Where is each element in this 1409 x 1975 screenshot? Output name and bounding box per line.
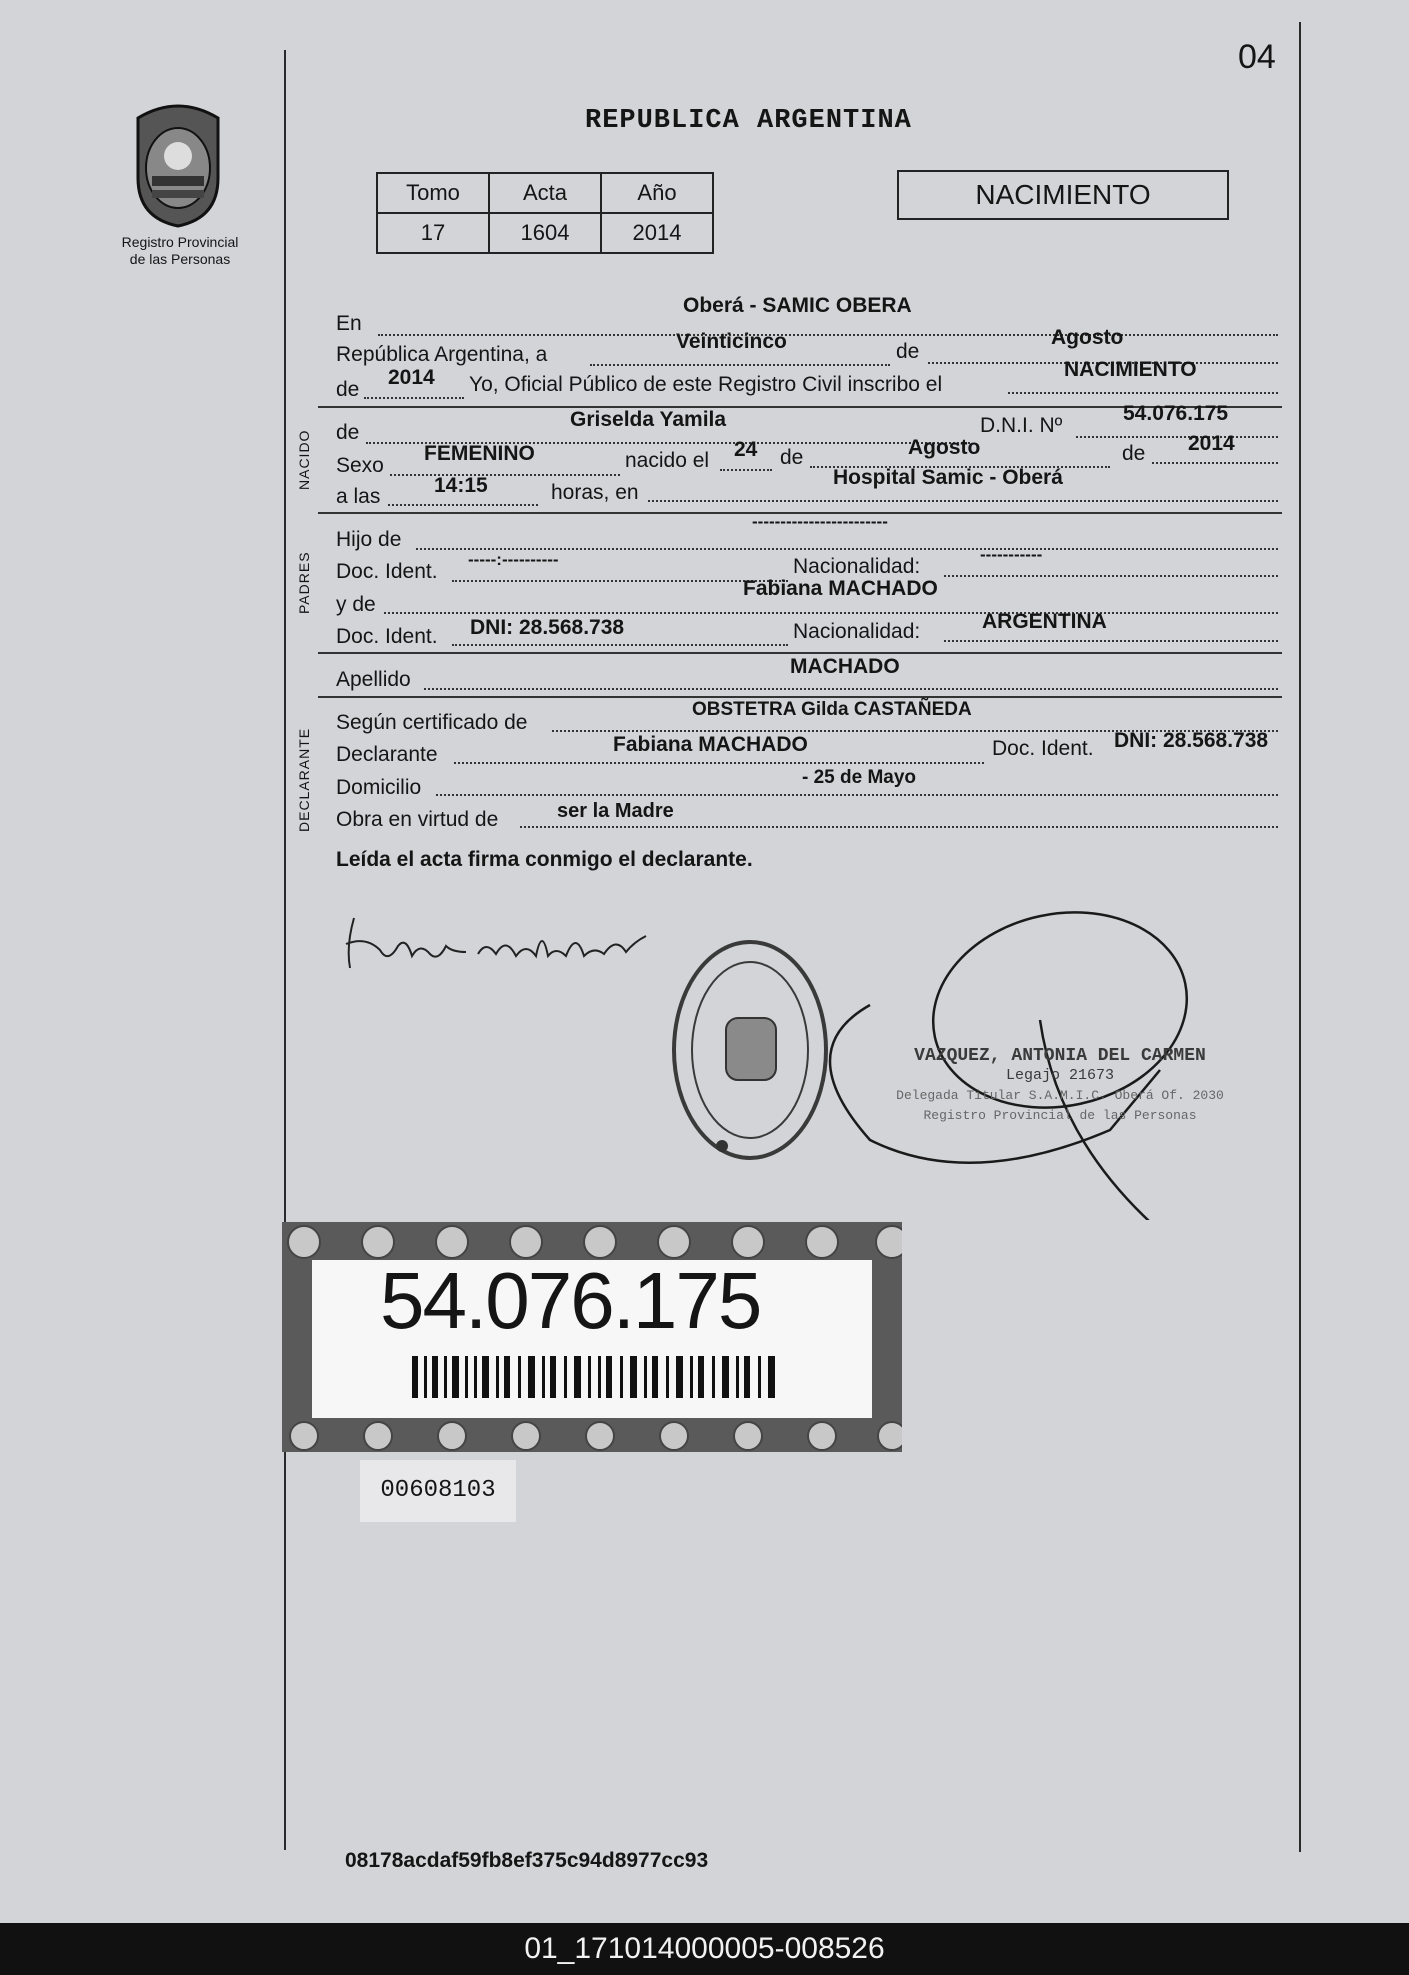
nacido-section-label: NACIDO [296, 429, 312, 490]
en-value: Oberá - SAMIC OBERA [683, 294, 912, 317]
de-label: de [780, 446, 804, 469]
registry-caption [100, 234, 260, 268]
time-value: 14:15 [434, 474, 488, 497]
dotted-line [390, 474, 620, 476]
dotted-line [944, 640, 1278, 642]
doc-ident-label: Doc. Ident. [336, 560, 438, 583]
registry-caption-line1: Registro Provincial [121, 234, 239, 250]
padres-section-label: PADRES [296, 551, 312, 614]
hijo-de-label: Hijo de [336, 528, 402, 551]
inscribo-label: Yo, Oficial Público de este Registro Civil inscribo el [469, 373, 943, 396]
apellido-value: MACHADO [790, 655, 900, 678]
certificado-value: OBSTETRA Gilda CASTAÑEDA [692, 699, 972, 720]
table-header: Tomo [377, 173, 489, 213]
declarant-signature [336, 906, 656, 986]
registry-caption-line2: de las Personas [129, 251, 231, 267]
table-header: Acta [489, 173, 601, 213]
hijo-de-value: ------------------------ [752, 512, 888, 531]
birth-month-value: Agosto [908, 436, 981, 459]
dotted-line [388, 504, 538, 506]
place-value: Hospital Samic - Oberá [833, 466, 1063, 489]
dotted-line [720, 469, 772, 471]
section-divider [318, 696, 1282, 698]
sexo-value: FEMENINO [424, 442, 535, 465]
official-stamp-text [880, 1046, 1240, 1126]
dotted-line [452, 580, 788, 582]
scan-footer-id: 01_171014000005-008526 [0, 1923, 1409, 1975]
republica-label: República Argentina, a [336, 343, 548, 366]
a-las-label: a las [336, 485, 381, 508]
official-registry: Registro Provincial de las Personas [923, 1108, 1197, 1123]
month-value: Agosto [1051, 326, 1124, 349]
nacionalidad-label: Nacionalidad: [793, 620, 921, 643]
dotted-line [454, 762, 984, 764]
year-value: 2014 [388, 366, 435, 389]
birth-day-value: 24 [734, 438, 758, 461]
registry-seal-icon [674, 942, 826, 1158]
de-label: de [336, 421, 360, 444]
nacionalidad-label: Nacionalidad: [793, 555, 921, 578]
province-crest-icon [128, 98, 228, 230]
inscribo-value: NACIMIENTO [1064, 358, 1197, 381]
table-header: Año [601, 173, 713, 213]
page-number: 04 [1238, 38, 1276, 76]
dotted-line [424, 688, 1278, 690]
control-number-sticker: 00608103 [360, 1460, 516, 1522]
mother-nat-value: ARGENTINA [982, 610, 1107, 633]
mother-doc-value: DNI: 28.568.738 [470, 616, 625, 639]
father-nat-value: ----------- [980, 545, 1043, 564]
y-de-label: y de [336, 593, 376, 616]
document-hash: 08178acdaf59fb8ef375c94d8977cc93 [345, 1849, 709, 1872]
dotted-line [1152, 462, 1278, 464]
dotted-line [590, 364, 890, 366]
dotted-line [1008, 392, 1278, 394]
doc-ident-label: Doc. Ident. [336, 625, 438, 648]
day-value: Veinticinco [676, 330, 787, 353]
dotted-line [648, 500, 1278, 502]
apellido-label: Apellido [336, 668, 411, 691]
country-title: REPUBLICA ARGENTINA [585, 106, 912, 136]
document-type-box: NACIMIENTO [897, 170, 1229, 220]
doc-ident-label: Doc. Ident. [992, 737, 1094, 760]
official-name: VAZQUEZ, ANTONIA DEL CARMEN [914, 1046, 1206, 1066]
certificado-label: Según certificado de [336, 711, 528, 734]
sexo-label: Sexo [336, 454, 384, 477]
dotted-line [452, 644, 788, 646]
horas-en-label: horas, en [551, 481, 639, 504]
left-margin-line [284, 50, 286, 1850]
dotted-line [944, 575, 1278, 577]
dotted-line [1076, 436, 1278, 438]
official-legajo: Legajo 21673 [1005, 1067, 1115, 1084]
registry-table [376, 172, 714, 254]
de-label: de [896, 340, 920, 363]
dotted-line [384, 612, 1278, 614]
de-label: de [1122, 442, 1146, 465]
mother-name-value: Fabiana MACHADO [743, 577, 938, 600]
official-title: Delegada Titular S.A.M.I.C. Oberá Of. 2030 [896, 1088, 1224, 1103]
declarante-label: Declarante [336, 743, 438, 766]
declarante-doc-value: DNI: 28.568.738 [1114, 729, 1269, 752]
dotted-line [378, 334, 1278, 336]
domicilio-value: - 25 de Mayo [802, 767, 917, 788]
birth-year-value: 2014 [1188, 432, 1235, 455]
declarante-value: Fabiana MACHADO [613, 733, 808, 756]
dotted-line [520, 826, 1278, 828]
section-divider [318, 652, 1282, 654]
right-margin-line [1299, 22, 1301, 1852]
tomo-value: 17 [377, 213, 489, 253]
en-label: En [336, 312, 362, 335]
declarante-section-label: DECLARANTE [296, 727, 312, 832]
obra-label: Obra en virtud de [336, 808, 499, 831]
dotted-line [364, 397, 464, 399]
closing-text: Leída el acta firma conmigo el declarante. [336, 848, 753, 871]
barcode-number: 54.076.175 [380, 1256, 761, 1345]
nacido-el-label: nacido el [625, 449, 710, 472]
dni-value: 54.076.175 [1123, 402, 1229, 425]
anio-value: 2014 [601, 213, 713, 253]
dni-label: D.N.I. Nº [980, 414, 1063, 437]
domicilio-label: Domicilio [336, 776, 422, 799]
de-label: de [336, 378, 360, 401]
father-doc-value: -----:---------- [468, 550, 559, 569]
name-value: Griselda Yamila [570, 408, 727, 431]
dotted-line [436, 794, 1278, 796]
acta-value: 1604 [489, 213, 601, 253]
obra-value: ser la Madre [557, 800, 674, 822]
